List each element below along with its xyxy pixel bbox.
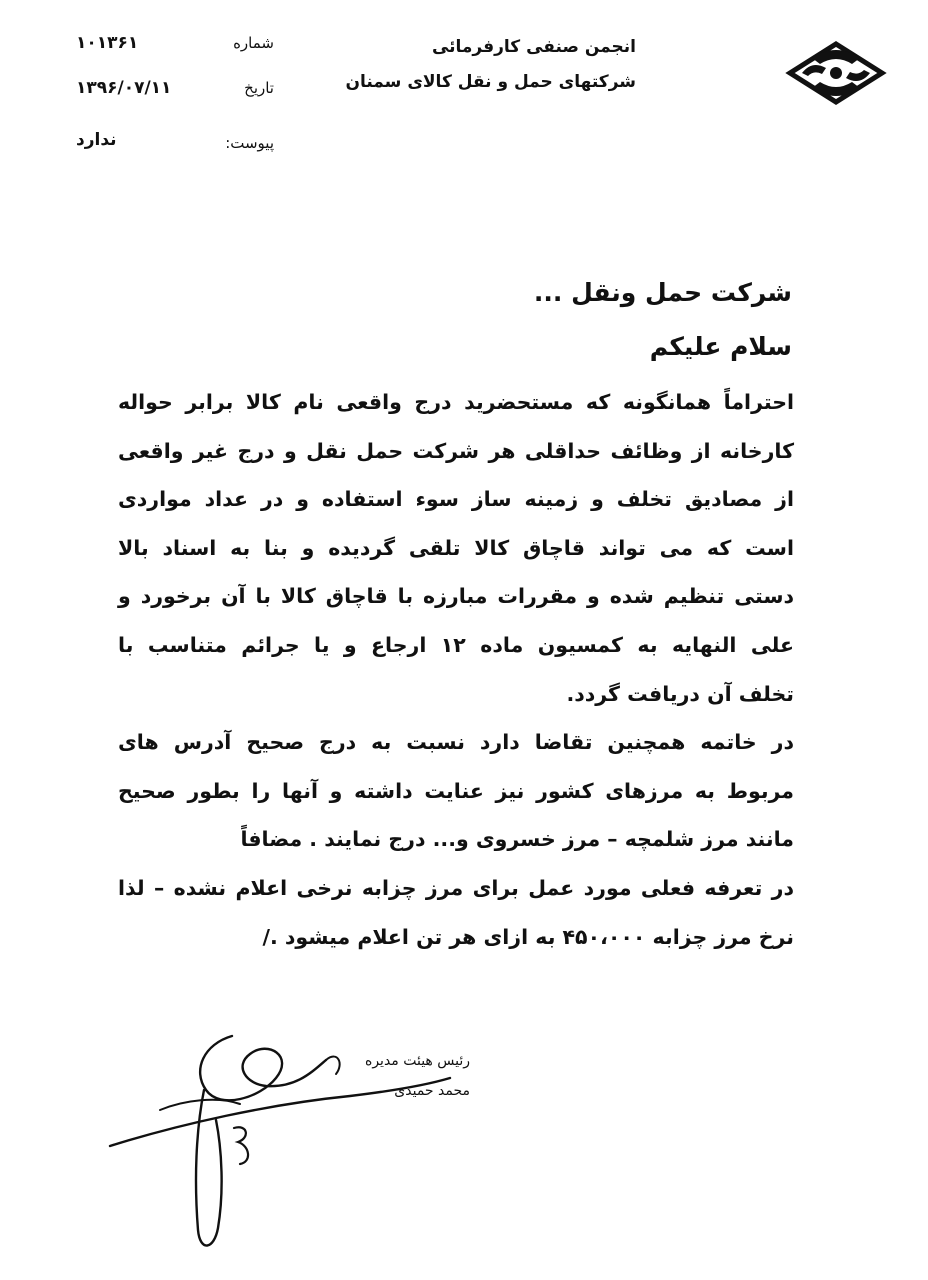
body-line: مربوط به مرزهای کشور نیز عنایت داشته و آنها را بطور صحیح <box>118 778 794 803</box>
body-line: است که می تواند قاچاق کالا تلقی گردیده و بنا به اسناد بالا <box>118 535 794 560</box>
body-line: نرخ مرز چزابه ۴۵۰،۰۰۰ به ازای هر تن اعلام میشود ./ <box>262 924 794 949</box>
body-line: احتراماً همانگونه که مستحضرید درج واقعی نام کالا برابر حواله <box>118 390 794 414</box>
signatory-name: محمد حمیدی <box>394 1083 470 1099</box>
org-name-line1: انجمن صنفی کارفرمائی <box>431 37 636 57</box>
body-line: در خاتمه همچنین تقاضا دارد نسبت به درج صحیح آدرس های <box>118 730 794 755</box>
recipient-line: شرکت حمل ونقل ... <box>533 278 792 307</box>
body-line: در تعرفه فعلی مورد عمل برای مرز چزابه نرخی اعلام نشده – لذا <box>118 875 794 900</box>
body-line: کارخانه از وظائف حداقلی هر شرکت حمل نقل و درج غیر واقعی <box>118 438 794 463</box>
body-line: علی النهایه به کمسیون ماده ۱۲ ارجاع و یا جرائم متناسب با <box>118 632 794 657</box>
date-value: ۱۳۹۶/۰۷/۱۱ <box>76 78 172 98</box>
attachment-label: پیوست: <box>225 134 274 152</box>
association-logo-icon <box>782 38 890 108</box>
signatory-title: رئیس هیئت مدیره <box>364 1053 470 1069</box>
handwritten-signature-icon <box>100 1020 460 1260</box>
number-value: ۱۰۱۳۶۱ <box>76 33 139 53</box>
attachment-value: ندارد <box>76 130 117 150</box>
body-line: مانند مرز شلمچه – مرز خسروی و... درج نمایند . مضافاً <box>240 827 794 852</box>
org-name-line2: شرکتهای حمل و نقل کالای سمنان <box>345 72 636 92</box>
letter-body <box>118 378 794 961</box>
greeting-line: سلام علیکم <box>649 332 792 361</box>
body-line: دستی تنظیم شده و مقررات مبارزه با قاچاق کالا با آن برخورد و <box>118 584 794 609</box>
body-line: تخلف آن دریافت گردد. <box>566 681 794 706</box>
body-line: از مصادیق تخلف و زمینه ساز سوء استفاده و در عداد مواردی <box>118 487 794 512</box>
date-label: تاریخ <box>244 79 274 97</box>
number-label: شماره <box>233 34 274 52</box>
organization-name <box>316 30 636 100</box>
